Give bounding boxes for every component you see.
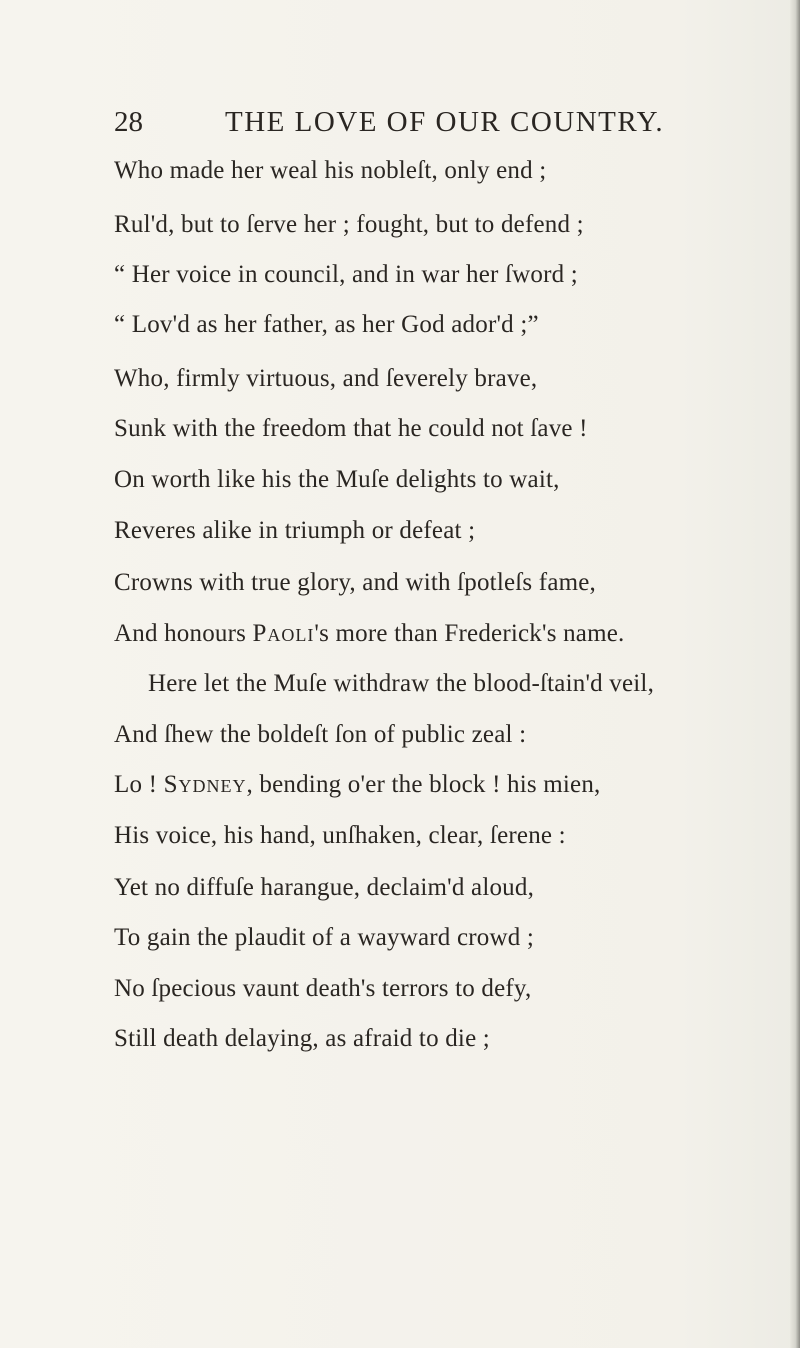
poem-line: To gain the plaudit of a wayward crowd ;	[114, 924, 535, 951]
poem-line: Reveres alike in triumph or defeat ;	[114, 517, 476, 544]
page-number: 28	[114, 106, 143, 138]
poem-line: Rul'd, but to ſerve her ; fought, but to defend ;	[114, 211, 584, 238]
small-caps-name: Paoli	[252, 620, 315, 647]
page-edge-shadow	[790, 0, 800, 1348]
poem-line: Still death delaying, as afraid to die ;	[114, 1025, 490, 1052]
poem-line: No ſpecious vaunt death's terrors to defy,	[114, 975, 532, 1002]
poem-line: His voice, his hand, unſhaken, clear, ſerene :	[114, 822, 566, 849]
poem-line: Who, firmly virtuous, and ſeverely brave,	[114, 365, 538, 392]
poem-line: Sunk with the freedom that he could not ſave !	[114, 415, 588, 442]
poem-line: And ſhew the boldeſt ſon of public zeal :	[114, 721, 527, 748]
poem-line: Lo ! Sydney, bending o'er the block ! his mien,	[114, 771, 601, 798]
poem-line: Crowns with true glory, and with ſpotleſs fame,	[114, 569, 597, 596]
running-head: THE LOVE OF OUR COUNTRY.	[225, 106, 665, 138]
poem-line: And honours Paoli's more than Frederick's name.	[114, 620, 625, 647]
page-header	[114, 106, 754, 146]
small-caps-name: Sydney	[163, 771, 247, 798]
poem-line: Here let the Muſe withdraw the blood-ſtain'd veil,	[148, 670, 655, 697]
poem-line: Who made her weal his nobleſt, only end ;	[114, 157, 547, 184]
poem-line: Yet no diffuſe harangue, declaim'd aloud,	[114, 874, 535, 901]
poem-line: “ Her voice in council, and in war her ſword ;	[114, 261, 578, 288]
poem-line: On worth like his the Muſe delights to wait,	[114, 466, 560, 493]
poem-line: “ Lov'd as her father, as her God ador'd ;”	[114, 311, 539, 338]
